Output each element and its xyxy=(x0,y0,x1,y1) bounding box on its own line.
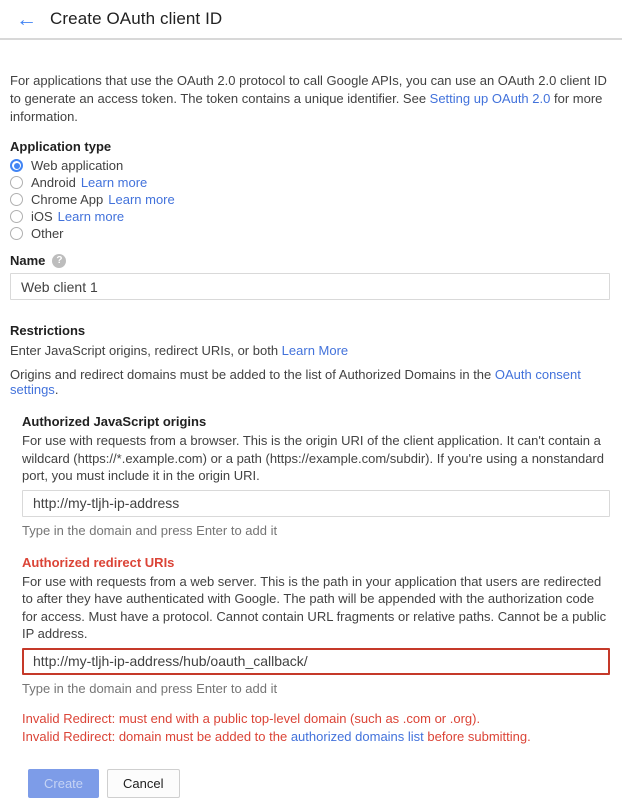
authorized-domains-list-link[interactable]: authorized domains list xyxy=(290,728,424,744)
back-arrow-icon[interactable]: ← xyxy=(16,7,37,31)
js-origins-description: For use with requests from a browser. This is the origin URI of the client application. It can't contain a wildcard (https://*.example.com) or a path (https://example.com/subdir). If you're using a nonstandard port, you must include it in the origin URI. xyxy=(22,433,604,483)
learn-more-link[interactable]: Learn more xyxy=(80,175,148,190)
name-label-row xyxy=(10,253,612,268)
redirect-uris-input[interactable] xyxy=(22,648,610,675)
restrictions-learn-more-link[interactable]: Learn More xyxy=(281,343,349,358)
form-actions xyxy=(28,769,612,798)
name-input[interactable] xyxy=(10,273,610,300)
intro-text-after: for more information. xyxy=(10,91,603,124)
redirect-uris-helper: Type in the domain and press Enter to add it xyxy=(22,680,278,696)
error-invalid-redirect-domain xyxy=(22,728,612,746)
error-text-after: before submitting. xyxy=(423,728,531,744)
error-text-before: Invalid Redirect: domain must be added to the xyxy=(22,728,291,744)
name-label: Name xyxy=(10,253,46,268)
redirect-uris-section xyxy=(22,555,612,696)
radio-option-android[interactable] xyxy=(10,174,612,191)
restrictions-line1 xyxy=(10,343,612,358)
restrictions-line1-text: Enter JavaScript origins, redirect URIs, or both xyxy=(10,343,282,358)
restrictions-line2-text: Origins and redirect domains must be added to the list of Authorized Domains in the xyxy=(10,367,495,382)
help-icon[interactable]: ? xyxy=(52,254,66,268)
page-header xyxy=(0,0,622,40)
radio-option-web-application[interactable] xyxy=(10,157,612,174)
radio-label: iOS xyxy=(31,209,53,224)
setting-up-oauth-link[interactable]: Setting up OAuth 2.0 xyxy=(429,91,551,106)
intro-text-before: For applications that use the OAuth 2.0 protocol to call Google APIs, you can use an OAuth 2.0 client ID to generate an access token. The token contains a unique identifier. See xyxy=(10,73,607,106)
intro-text xyxy=(10,72,610,126)
restrictions-line2 xyxy=(10,367,612,397)
restrictions-line2-period: . xyxy=(54,382,59,397)
radio-unselected-icon[interactable] xyxy=(10,176,23,189)
radio-option-chrome-app[interactable] xyxy=(10,191,612,208)
radio-label: Web application xyxy=(31,158,124,173)
radio-unselected-icon[interactable] xyxy=(10,227,23,240)
learn-more-link[interactable]: Learn more xyxy=(108,192,175,207)
radio-label: Other xyxy=(31,226,64,241)
radio-label: Android xyxy=(31,175,76,190)
js-origins-helper: Type in the domain and press Enter to add it xyxy=(22,522,278,538)
radio-label: Chrome App xyxy=(31,192,104,207)
error-invalid-redirect-tld: Invalid Redirect: must end with a public top-level domain (such as .com or .org). xyxy=(22,710,481,726)
js-origins-input[interactable] xyxy=(22,490,610,517)
oauth-consent-settings-link[interactable]: OAuth consent settings xyxy=(10,367,581,397)
create-button[interactable]: Create xyxy=(28,769,99,798)
radio-selected-icon[interactable] xyxy=(10,159,23,172)
radio-unselected-icon[interactable] xyxy=(10,210,23,223)
page-title: Create OAuth client ID xyxy=(50,9,223,28)
radio-option-other[interactable] xyxy=(10,225,612,242)
redirect-uris-description: For use with requests from a web server. This is the path in your application that users are redirected to after they have authenticated with Google. The path will be appended with the authorization code for access. Must have a protocol. Cannot contain URL fragments or relative paths. Cannot be a public IP address. xyxy=(22,573,607,641)
application-type-label: Application type xyxy=(10,139,112,154)
validation-errors xyxy=(22,710,612,746)
radio-option-ios[interactable] xyxy=(10,208,612,225)
form-content xyxy=(0,72,622,798)
application-type-radio-group xyxy=(10,157,612,242)
cancel-button[interactable]: Cancel xyxy=(107,769,179,798)
redirect-uris-heading: Authorized redirect URIs xyxy=(22,554,175,570)
radio-unselected-icon[interactable] xyxy=(10,193,23,206)
restrictions-heading: Restrictions xyxy=(10,323,86,338)
js-origins-section xyxy=(22,414,612,538)
js-origins-heading: Authorized JavaScript origins xyxy=(22,414,207,429)
learn-more-link[interactable]: Learn more xyxy=(57,209,125,224)
